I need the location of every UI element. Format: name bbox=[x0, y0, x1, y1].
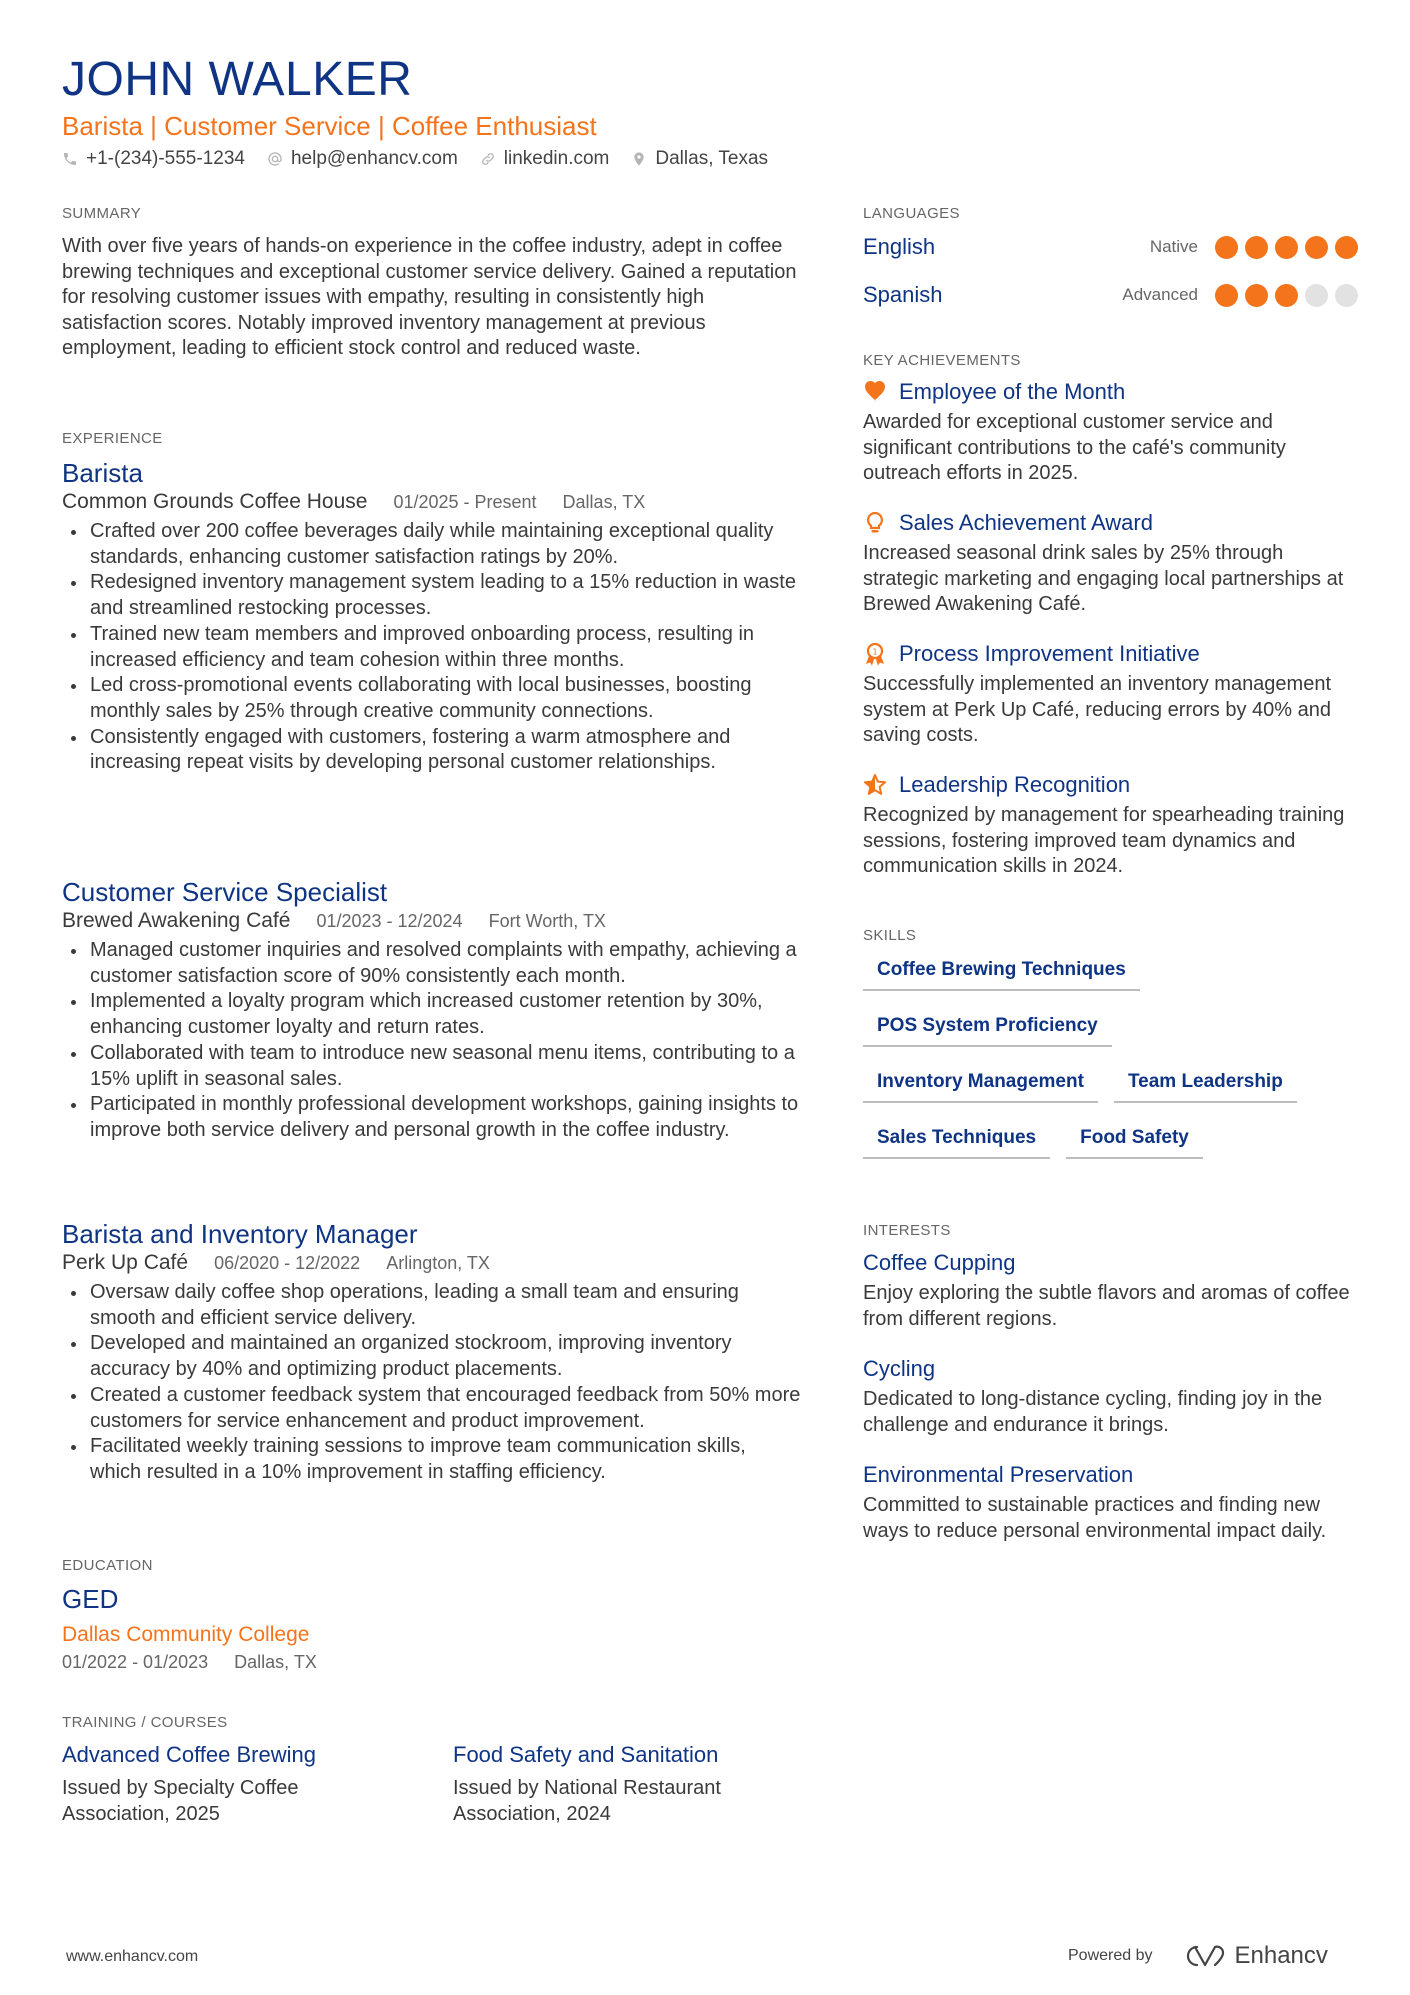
job-title: Customer Service Specialist bbox=[62, 877, 388, 907]
job-bullet: Created a customer feedback system that encouraged feedback from 50% more customers for service enhancement and product improvement. bbox=[62, 1383, 802, 1434]
language-rating bbox=[1215, 236, 1358, 259]
course-desc: Issued by National Restaurant Association, 2024 bbox=[453, 1777, 721, 1825]
course-entry bbox=[62, 1740, 392, 1827]
course-title: Food Safety and Sanitation bbox=[453, 1742, 719, 1767]
job-bullets bbox=[62, 938, 802, 1144]
job-bullet: Implemented a loyalty program which increased customer retention by 30%, enhancing customer loyalty and return rates. bbox=[62, 989, 802, 1040]
contact-location-text: Dallas, Texas bbox=[655, 148, 769, 169]
rating-dot-filled bbox=[1305, 236, 1328, 259]
job-bullet: Managed customer inquiries and resolved complaints with empathy, achieving a customer satisfaction score of 90% consistently each month. bbox=[62, 938, 802, 989]
interest-title: Coffee Cupping bbox=[863, 1250, 1016, 1275]
contact-linkedin[interactable] bbox=[480, 148, 610, 170]
lightbulb-icon bbox=[863, 511, 887, 535]
achievement-entry bbox=[863, 641, 1358, 749]
job-bullet: Trained new team members and improved onboarding process, resulting in increased efficiency and team cohesion within three months. bbox=[62, 622, 802, 673]
job-bullet: Participated in monthly professional development workshops, gaining insights to improve both service delivery and personal growth in the coffee industry. bbox=[62, 1092, 802, 1143]
enhancv-logo-icon bbox=[1179, 1943, 1225, 1969]
skill-tag: Inventory Management bbox=[863, 1071, 1098, 1103]
language-row bbox=[863, 282, 1358, 308]
at-icon bbox=[267, 151, 283, 167]
achievement-desc: Increased seasonal drink sales by 25% through strategic marketing and engaging local partnerships at Brewed Awakening Café. bbox=[863, 542, 1344, 616]
summary-heading: SUMMARY bbox=[62, 205, 142, 222]
achievement-entry bbox=[863, 379, 1358, 487]
language-name: Spanish bbox=[863, 282, 943, 307]
enhancv-brand-name: Enhancv bbox=[1234, 1942, 1328, 1969]
job-location: Fort Worth, TX bbox=[488, 911, 606, 931]
job-location: Dallas, TX bbox=[562, 492, 646, 512]
course-title: Advanced Coffee Brewing bbox=[62, 1742, 316, 1767]
achievement-header bbox=[863, 379, 1358, 405]
skills-heading: SKILLS bbox=[863, 927, 917, 944]
rating-dot-filled bbox=[1335, 236, 1358, 259]
achievement-entry bbox=[863, 772, 1358, 880]
job-bullet: Consistently engaged with customers, fostering a warm atmosphere and increasing repeat visits by developing personal customer relationships. bbox=[62, 725, 802, 776]
contact-location bbox=[631, 148, 768, 170]
phone-icon bbox=[62, 151, 78, 167]
heart-icon bbox=[863, 380, 887, 404]
job-bullet: Developed and maintained an organized stockroom, improving inventory accuracy by 40% and optimizing product placements. bbox=[62, 1331, 802, 1382]
rating-dot-filled bbox=[1215, 284, 1238, 307]
candidate-name: JOHN WALKER bbox=[62, 53, 413, 106]
rating-dot-filled bbox=[1245, 284, 1268, 307]
education-location: Dallas, TX bbox=[234, 1652, 317, 1672]
education-dates: 01/2022 - 01/2023 bbox=[62, 1652, 209, 1672]
job-bullet: Facilitated weekly training sessions to improve team communication skills, which resulted in a 10% improvement in staffing efficiency. bbox=[62, 1434, 802, 1485]
skill-tag: Coffee Brewing Techniques bbox=[863, 959, 1140, 991]
interest-entry bbox=[863, 1248, 1358, 1332]
achievement-header bbox=[863, 772, 1358, 798]
skills-list bbox=[863, 959, 1358, 1183]
rating-dot-empty bbox=[1335, 284, 1358, 307]
achievements-heading: KEY ACHIEVEMENTS bbox=[863, 352, 1021, 369]
job-bullet: Oversaw daily coffee shop operations, leading a small team and ensuring smooth and efficient service delivery. bbox=[62, 1280, 802, 1331]
interest-desc: Enjoy exploring the subtle flavors and aromas of coffee from different regions. bbox=[863, 1282, 1350, 1330]
achievement-title: Process Improvement Initiative bbox=[899, 641, 1200, 666]
education-degree: GED bbox=[62, 1584, 119, 1614]
experience-heading: EXPERIENCE bbox=[62, 430, 163, 447]
contact-bar bbox=[62, 148, 768, 170]
job-dates: 06/2020 - 12/2022 bbox=[214, 1253, 361, 1273]
training-heading: TRAINING / COURSES bbox=[62, 1714, 228, 1731]
job-meta bbox=[62, 490, 802, 514]
job-entry bbox=[62, 457, 802, 776]
job-bullets bbox=[62, 1280, 802, 1486]
skills-row bbox=[863, 1071, 1358, 1103]
interest-title: Cycling bbox=[863, 1356, 936, 1381]
skills-row bbox=[863, 959, 1358, 991]
job-company: Common Grounds Coffee House bbox=[62, 490, 368, 513]
language-rating bbox=[1215, 284, 1358, 307]
interest-entry bbox=[863, 1460, 1358, 1544]
job-meta bbox=[62, 909, 802, 933]
job-title: Barista bbox=[62, 458, 143, 488]
language-level: Native bbox=[1149, 237, 1198, 256]
award-medal-icon bbox=[863, 642, 887, 666]
job-meta bbox=[62, 1251, 802, 1275]
skills-row bbox=[863, 1127, 1358, 1159]
achievement-entry bbox=[863, 510, 1358, 618]
footer-branding[interactable] bbox=[1068, 1942, 1328, 1970]
enhancv-logo bbox=[1179, 1942, 1328, 1970]
job-dates: 01/2025 - Present bbox=[393, 492, 537, 512]
job-title: Barista and Inventory Manager bbox=[62, 1219, 418, 1249]
location-pin-icon bbox=[631, 151, 647, 167]
skill-tag: POS System Proficiency bbox=[863, 1015, 1112, 1047]
summary-text: With over five years of hands-on experience in the coffee industry, adept in coffee brewing techniques and exceptional customer service delivery. Gained a reputation for resolving customer issues with empathy, resulting in consistently high satisfaction scores. Notably improved inventory management at previous employment, leading to efficient stock control and reduced waste. bbox=[62, 235, 797, 360]
job-bullet: Redesigned inventory management system leading to a 15% reduction in waste and streamlined restocking processes. bbox=[62, 570, 802, 621]
skill-tag: Sales Techniques bbox=[863, 1127, 1050, 1159]
job-dates: 01/2023 - 12/2024 bbox=[316, 911, 463, 931]
star-icon bbox=[863, 773, 887, 797]
course-entry bbox=[453, 1740, 783, 1827]
job-entry bbox=[62, 1218, 802, 1486]
link-icon bbox=[480, 151, 496, 167]
rating-dot-filled bbox=[1275, 236, 1298, 259]
language-level: Advanced bbox=[1122, 285, 1198, 304]
interests-heading: INTERESTS bbox=[863, 1222, 951, 1239]
interest-desc: Committed to sustainable practices and finding new ways to reduce personal environmental impact daily. bbox=[863, 1494, 1327, 1542]
language-row bbox=[863, 234, 1358, 260]
achievement-header bbox=[863, 510, 1358, 536]
achievement-title: Leadership Recognition bbox=[899, 772, 1131, 797]
education-meta bbox=[62, 1652, 317, 1673]
achievement-desc: Recognized by management for spearheading training sessions, fostering improved team dynamics and communication skills in 2024. bbox=[863, 804, 1345, 878]
rating-dot-empty bbox=[1305, 284, 1328, 307]
interest-title: Environmental Preservation bbox=[863, 1462, 1134, 1487]
achievement-desc: Successfully implemented an inventory management system at Perk Up Café, reducing errors by 40% and saving costs. bbox=[863, 673, 1332, 747]
skills-row bbox=[863, 1015, 1358, 1047]
job-location: Arlington, TX bbox=[386, 1253, 490, 1273]
achievement-header bbox=[863, 641, 1358, 667]
contact-email-text: help@enhancv.com bbox=[290, 148, 458, 169]
candidate-headline: Barista | Customer Service | Coffee Enthusiast bbox=[62, 111, 597, 141]
svg-text:1: 1 bbox=[872, 647, 878, 657]
skill-tag: Team Leadership bbox=[1114, 1071, 1297, 1103]
job-entry bbox=[62, 876, 802, 1144]
skill-tag: Food Safety bbox=[1066, 1127, 1203, 1159]
interest-desc: Dedicated to long-distance cycling, finding joy in the challenge and endurance it brings. bbox=[863, 1388, 1323, 1436]
footer-website-link[interactable]: www.enhancv.com bbox=[66, 1948, 199, 1965]
job-bullets bbox=[62, 519, 802, 776]
powered-by-label: Powered by bbox=[1068, 1947, 1153, 1964]
job-bullet: Crafted over 200 coffee beverages daily while maintaining exceptional quality standards, enhancing customer satisfaction ratings by 20%. bbox=[62, 519, 802, 570]
contact-linkedin-text: linkedin.com bbox=[503, 148, 610, 169]
job-company: Perk Up Café bbox=[62, 1251, 189, 1274]
job-bullet: Collaborated with team to introduce new seasonal menu items, contributing to a 15% uplift in seasonal sales. bbox=[62, 1041, 802, 1092]
job-bullet: Led cross-promotional events collaborating with local businesses, boosting monthly sales by 25% through creative community connections. bbox=[62, 673, 802, 724]
rating-dot-filled bbox=[1275, 284, 1298, 307]
job-company: Brewed Awakening Café bbox=[62, 909, 291, 932]
interest-entry bbox=[863, 1354, 1358, 1438]
language-name: English bbox=[863, 234, 936, 259]
achievement-title: Sales Achievement Award bbox=[899, 510, 1153, 535]
rating-dot-filled bbox=[1245, 236, 1268, 259]
contact-phone-text: +1-(234)-555-1234 bbox=[86, 148, 245, 169]
achievement-title: Employee of the Month bbox=[899, 379, 1126, 404]
contact-email[interactable] bbox=[267, 148, 458, 170]
achievement-desc: Awarded for exceptional customer service and significant contributions to the café's community outreach efforts in 2025. bbox=[863, 411, 1286, 485]
languages-heading: LANGUAGES bbox=[863, 205, 960, 222]
rating-dot-filled bbox=[1215, 236, 1238, 259]
education-heading: EDUCATION bbox=[62, 1557, 153, 1574]
contact-phone[interactable] bbox=[62, 148, 245, 170]
education-school: Dallas Community College bbox=[62, 1623, 310, 1646]
course-desc: Issued by Specialty Coffee Association, 2025 bbox=[62, 1777, 299, 1825]
